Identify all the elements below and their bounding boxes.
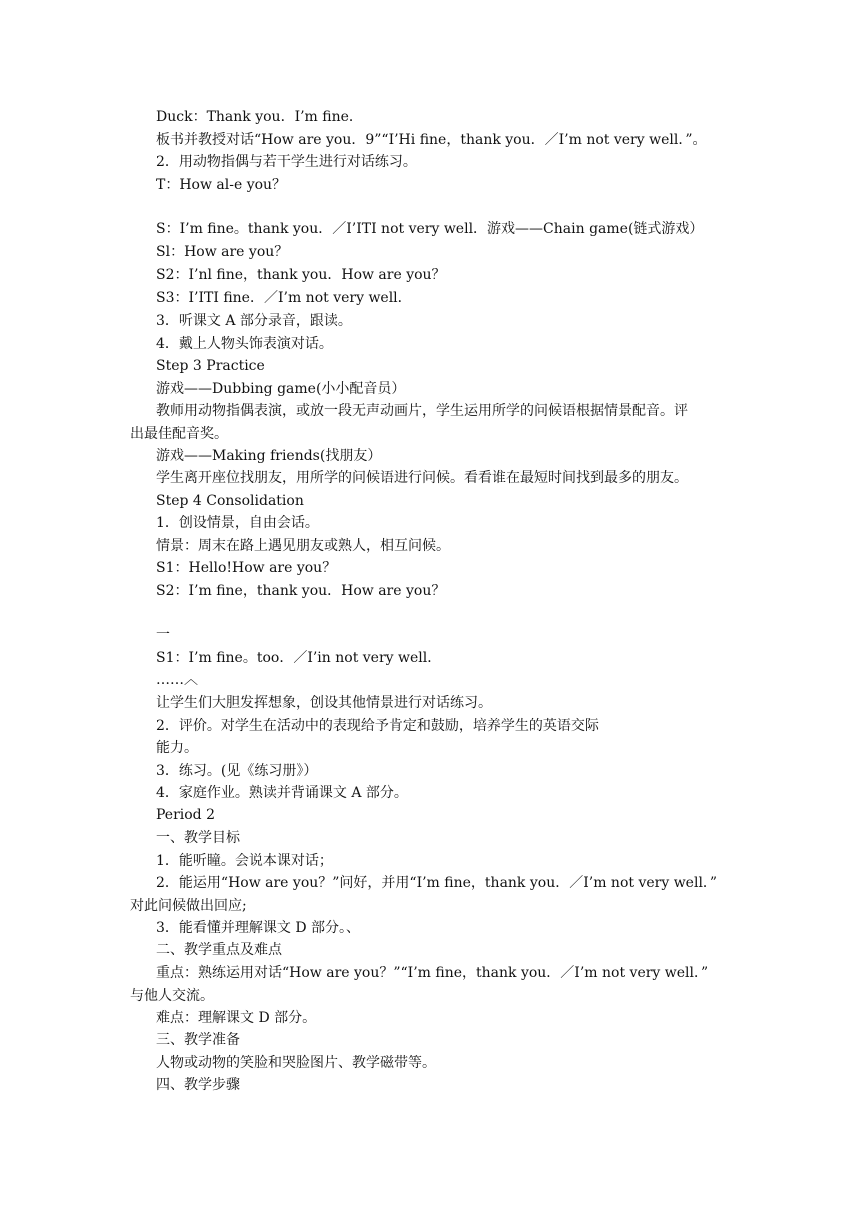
text-line: 二、教学重点及难点 xyxy=(156,942,282,958)
text-line: 难点：理解课文 D 部分。 xyxy=(156,1010,317,1026)
text-line: 3．练习。(见《练习册》） xyxy=(156,763,318,779)
text-line: S2：I’nl fine，thank you．How are you？ xyxy=(156,267,446,283)
text-line: S1：I’m fine。too．／I’in not very well． xyxy=(156,650,442,666)
text-line: 2．用动物指偶与若干学生进行对话练习。 xyxy=(156,154,417,170)
text-line: 教师用动物指偶表演，或放一段无声动画片，学生运用所学的问候语根据情景配音。评 xyxy=(156,403,688,419)
text-line: 与他人交流。 xyxy=(130,988,214,1004)
text-line: Step 4 Consolidation xyxy=(156,493,304,509)
text-line: Duck：Thank you．I’m fine． xyxy=(156,109,363,125)
text-line: 2．能运用“How are you？”问好，并用“I’m fine，thank you．／I’m not very well．” xyxy=(156,875,718,891)
text-line: 2．评价。对学生在活动中的表现给予肯定和鼓励，培养学生的英语交际 xyxy=(156,718,599,734)
text-line: 能力。 xyxy=(156,740,198,756)
text-line: ……︿ xyxy=(156,672,198,688)
text-line: S2：I’m fine，thank you．How are you？ xyxy=(156,583,446,599)
text-line: 3．能看懂并理解课文 D 部分。、 xyxy=(156,920,361,936)
text-line: T：How al-e you？ xyxy=(156,177,287,193)
text-line: 一 xyxy=(156,627,170,643)
text-line: 4．戴上人物头饰表演对话。 xyxy=(156,336,333,352)
text-line: 对此问候做出回应; xyxy=(130,898,247,914)
text-line: 人物或动物的笑脸和哭脸图片、教学磁带等。 xyxy=(156,1055,436,1071)
text-line: Step 3 Practice xyxy=(156,358,265,374)
text-line: Period 2 xyxy=(156,807,215,823)
text-line: 重点：熟练运用对话“How are you？”“I’m fine，thank you．／I’m not very well．” xyxy=(156,965,709,981)
text-line: S1：Hello!How are you？ xyxy=(156,560,337,576)
text-line: 让学生们大胆发挥想象，创设其他情景进行对话练习。 xyxy=(156,695,492,711)
text-line: 一、教学目标 xyxy=(156,830,240,846)
text-line: 游戏——Dubbing game(小小配音员） xyxy=(156,381,406,397)
text-line: 出最佳配音奖。 xyxy=(130,426,228,442)
text-line: 情景：周末在路上遇见朋友或熟人，相互问候。 xyxy=(156,538,450,554)
text-line: 3．听课文 A 部分录音，跟读。 xyxy=(156,313,352,329)
text-line: 游戏——Making friends(找朋友） xyxy=(156,448,382,464)
text-line: 四、教学步骤 xyxy=(156,1077,240,1093)
text-line: 学生离开座位找朋友，用所学的问候语进行问候。看看谁在最短时间找到最多的朋友。 xyxy=(156,470,688,486)
text-line: 4．家庭作业。熟读并背诵课文 A 部分。 xyxy=(156,785,408,801)
text-line: 1．能听瞳。会说本课对话； xyxy=(156,853,333,869)
text-line: S：I’m fine。thank you．／I’ITI not very well．游戏——Chain game(链式游戏） xyxy=(156,221,704,237)
text-line: S3：I’ITI fine．／I’m not very well． xyxy=(156,290,412,306)
text-line: 三、教学准备 xyxy=(156,1032,240,1048)
text-line: 板书并教授对话“How are you．9”“I’Hi fine，thank you．／I’m not very well．”。 xyxy=(156,132,707,148)
text-line: 1．创设情景，自由会话。 xyxy=(156,515,319,531)
text-line: Sl：How are you？ xyxy=(156,244,289,260)
